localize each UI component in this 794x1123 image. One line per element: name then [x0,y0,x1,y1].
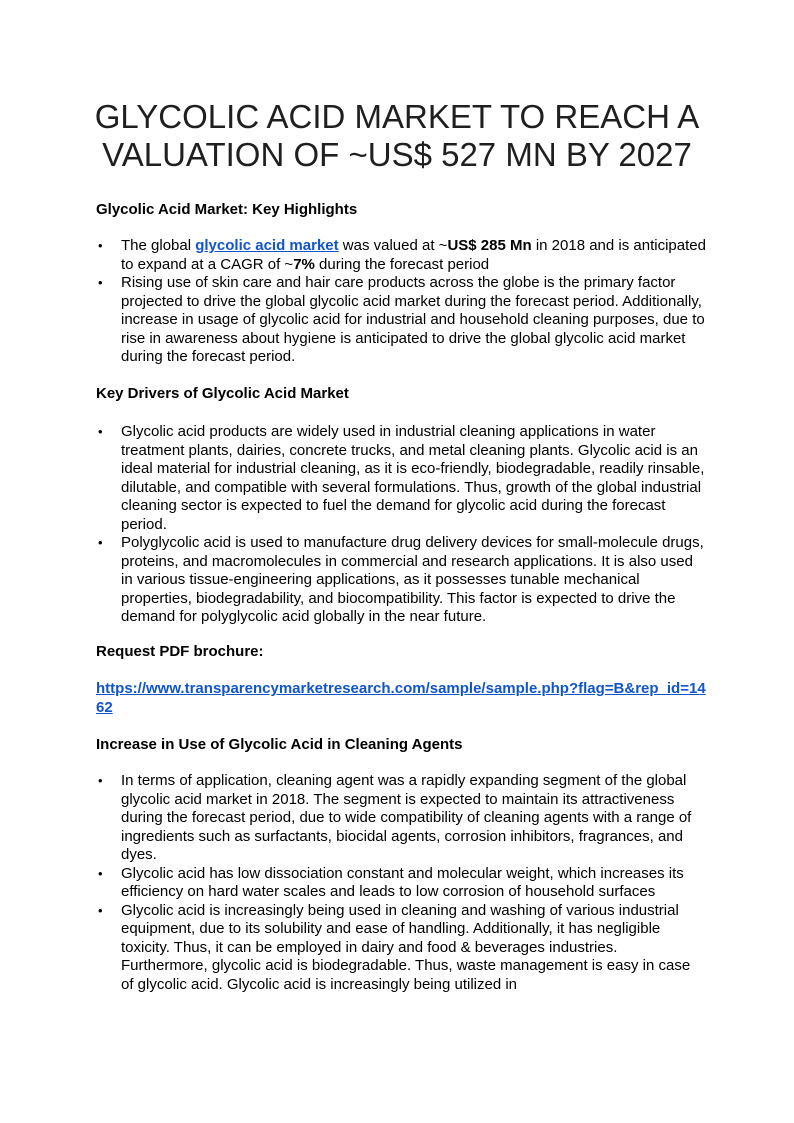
title-line-1: GLYCOLIC ACID MARKET TO REACH A [94,98,700,135]
brochure-link[interactable]: https://www.transparencymarketresearch.com/sample/sample.php?flag=B&rep_id=1462 [96,680,706,716]
list-item: • The global glycolic acid market was valued at ~US$ 285 Mn in 2018 and is anticipated to expand at a CAGR of ~7% during the forecast period [96,237,706,274]
glycolic-acid-market-link[interactable]: glycolic acid market [195,237,339,254]
page-title [60,98,734,174]
list-item: • Rising use of skin care and hair care products across the globe is the primary factor projected to drive the global glycolic acid market during the forecast period. Additionally, increase in usage of glycolic acid for industrial and household cleaning purposes, due to rise in awareness about hygiene is anticipated to drive the global glycolic acid market during the forecast period. [96,274,706,367]
brochure-heading: Request PDF brochure: [96,643,264,660]
key-drivers-list [96,423,706,627]
market-value: US$ 285 Mn [447,237,532,254]
cleaning-agents-list [96,772,706,994]
cleaning-agents-heading: Increase in Use of Glycolic Acid in Cleaning Agents [96,736,463,753]
list-item: • Glycolic acid has low dissociation constant and molecular weight, which increases its efficiency on hard water scales and leads to low corrosion of household surfaces [96,865,706,902]
list-item: • Glycolic acid products are widely used in industrial cleaning applications in water treatment plants, dairies, concrete trucks, and metal cleaning plants. Glycolic acid is an ideal material for industrial cleaning, as it is eco-friendly, biodegradable, readily rinsable, dilutable, and compatible with several formulations. Thus, growth of the global industrial cleaning sector is expected to fuel the demand for glycolic acid during the forecast period. [96,423,706,534]
brochure-url-paragraph [96,680,706,717]
list-item: • In terms of application, cleaning agent was a rapidly expanding segment of the global glycolic acid market in 2018. The segment is expected to maintain its attractiveness during the forecast period, due to wide compatibility of cleaning agents with a range of ingredients such as surfactants, biocidal agents, corrosion inhibitors, fragrances, and dyes. [96,772,706,865]
list-item: • Polyglycolic acid is used to manufacture drug delivery devices for small-molecule drugs, proteins, and macromolecules in commercial and research applications. It is also used in various tissue-engineering applications, as it possesses tunable mechanical properties, biodegradability, and biocompatibility. This factor is expected to drive the demand for polyglycolic acid globally in the near future. [96,534,706,627]
title-line-2: VALUATION OF ~US$ 527 MN BY 2027 [102,136,692,173]
key-highlights-heading: Glycolic Acid Market: Key Highlights [96,201,358,218]
key-drivers-heading: Key Drivers of Glycolic Acid Market [96,385,349,402]
cagr-value: 7% [293,255,315,273]
key-highlights-list [96,237,706,367]
list-item: • Glycolic acid is increasingly being used in cleaning and washing of various industrial equipment, due to its solubility and ease of handling. Additionally, it has negligible toxicity. Thus, it can be employed in dairy and food & beverages industries. Furthermore, glycolic acid is biodegradable. Thus, waste management is easy in case of glycolic acid. Glycolic acid is increasingly being utilized in [96,902,706,995]
